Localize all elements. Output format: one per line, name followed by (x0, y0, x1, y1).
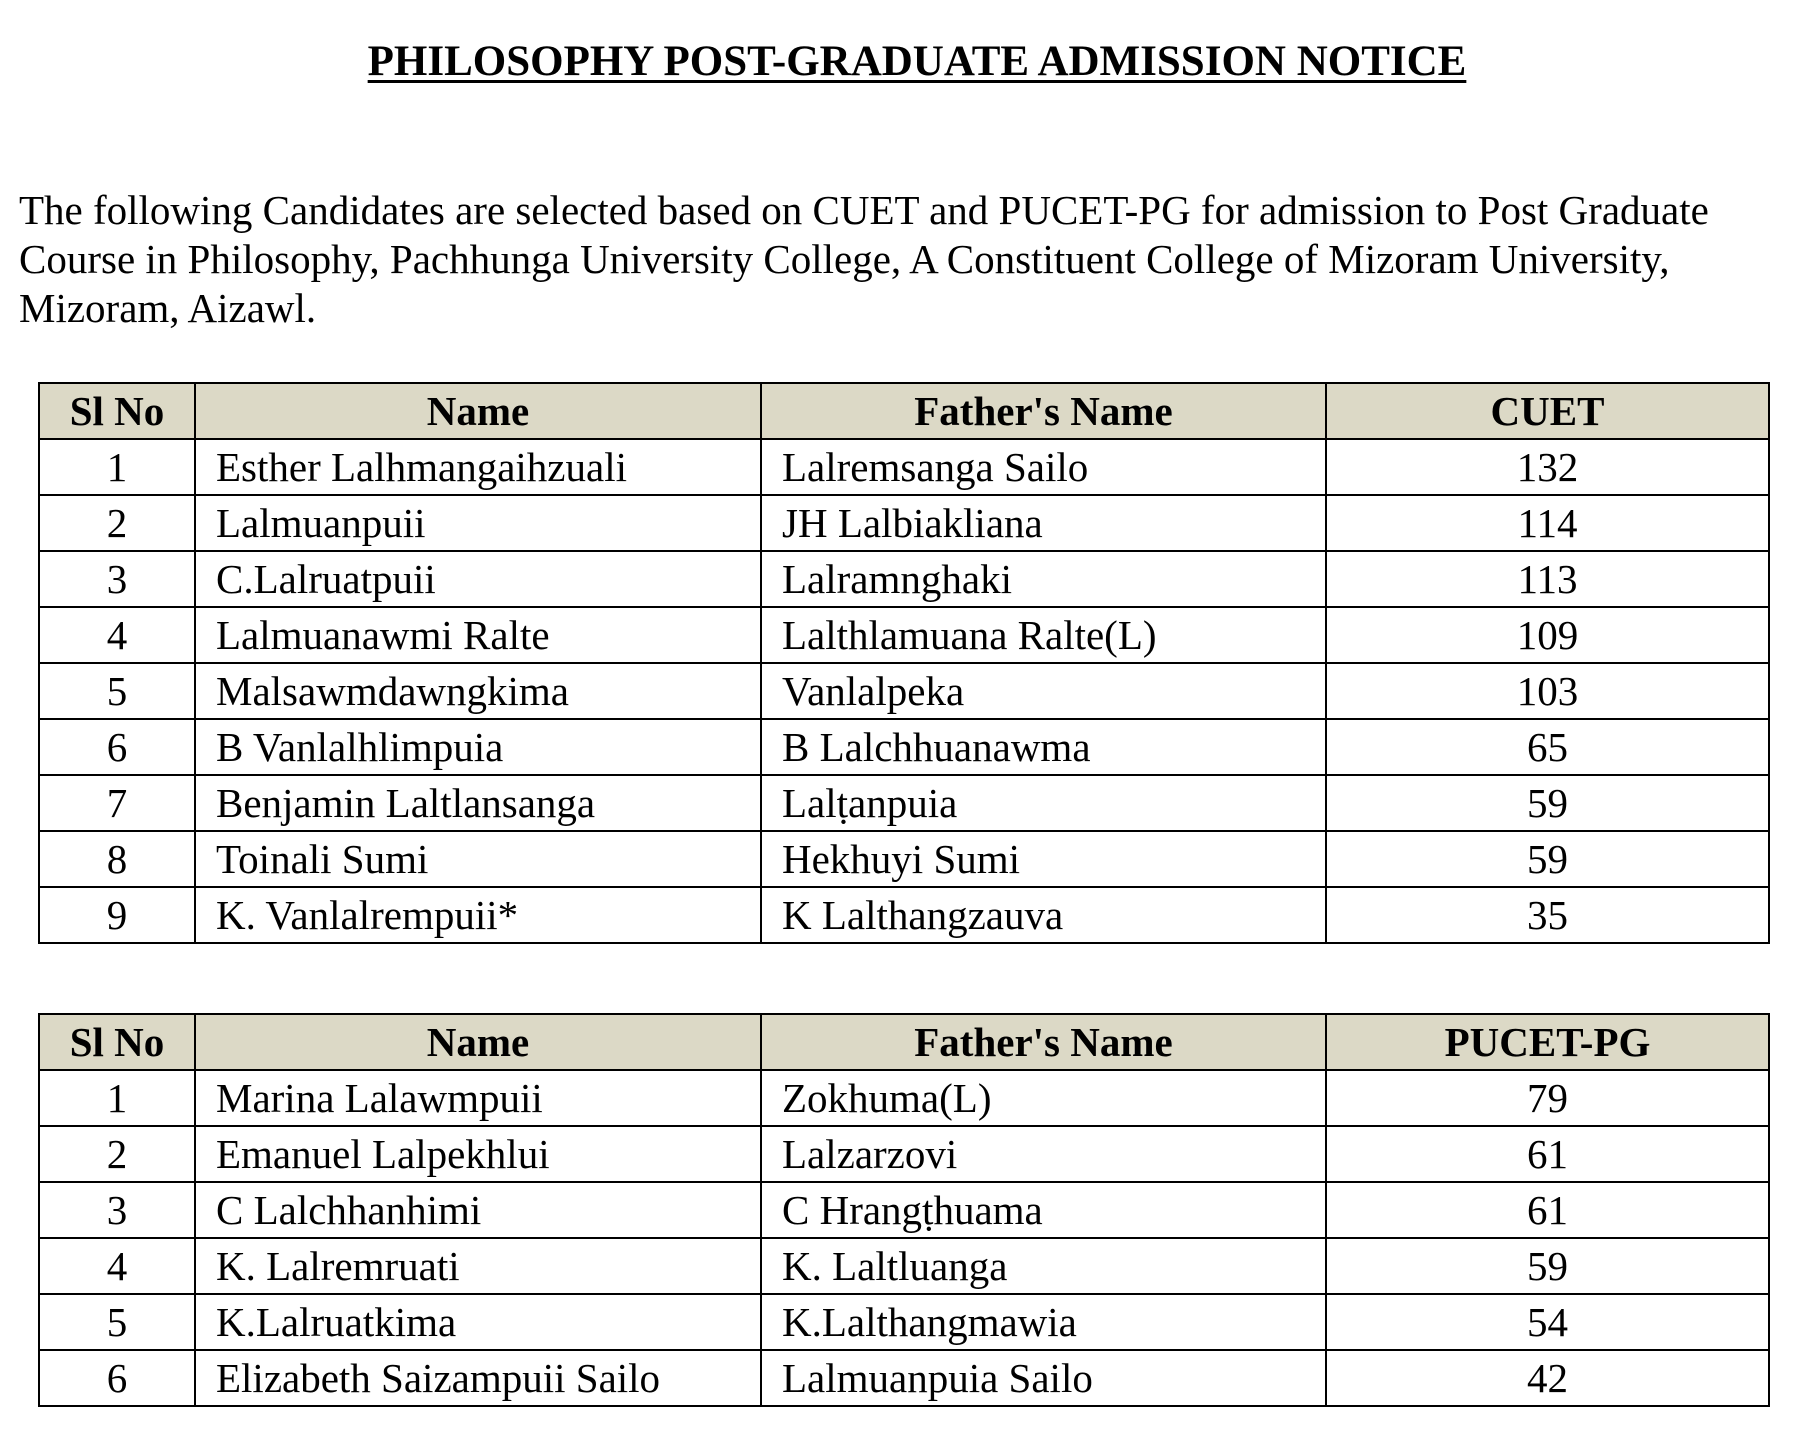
sl-no-cell: 6 (39, 719, 195, 775)
table-header-row (39, 383, 1769, 439)
name-cell: Emanuel Lalpekhlui (195, 1126, 761, 1182)
fathers-name-cell: Vanlalpeka (761, 663, 1326, 719)
sl-no-cell: 9 (39, 887, 195, 943)
fathers-name-cell: C Hrangṭhuama (761, 1182, 1326, 1238)
score-cell: 79 (1326, 1070, 1769, 1126)
sl-no-cell: 6 (39, 1350, 195, 1406)
header-score: CUET (1326, 383, 1769, 439)
name-cell: K. Lalremruati (195, 1238, 761, 1294)
name-cell: Marina Lalawmpuii (195, 1070, 761, 1126)
table-row (39, 775, 1769, 831)
sl-no-cell: 2 (39, 1126, 195, 1182)
sl-no-cell: 2 (39, 495, 195, 551)
table-row (39, 831, 1769, 887)
sl-no-cell: 3 (39, 551, 195, 607)
table-row (39, 1070, 1769, 1126)
header-name: Name (195, 1014, 761, 1070)
fathers-name-cell: K Lalthangzauva (761, 887, 1326, 943)
table-row (39, 551, 1769, 607)
fathers-name-cell: Lalṭanpuia (761, 775, 1326, 831)
score-cell: 114 (1326, 495, 1769, 551)
header-name: Name (195, 383, 761, 439)
sl-no-cell: 3 (39, 1182, 195, 1238)
name-cell: B Vanlalhlimpuia (195, 719, 761, 775)
sl-no-cell: 8 (39, 831, 195, 887)
score-cell: 54 (1326, 1294, 1769, 1350)
score-cell: 103 (1326, 663, 1769, 719)
fathers-name-cell: Hekhuyi Sumi (761, 831, 1326, 887)
name-cell: C.Lalruatpuii (195, 551, 761, 607)
score-cell: 132 (1326, 439, 1769, 495)
header-sl-no: Sl No (39, 383, 195, 439)
name-cell: K.Lalruatkima (195, 1294, 761, 1350)
header-score: PUCET-PG (1326, 1014, 1769, 1070)
sl-no-cell: 1 (39, 439, 195, 495)
score-cell: 59 (1326, 831, 1769, 887)
sl-no-cell: 5 (39, 1294, 195, 1350)
score-cell: 35 (1326, 887, 1769, 943)
name-cell: Elizabeth Saizampuii Sailo (195, 1350, 761, 1406)
score-cell: 61 (1326, 1126, 1769, 1182)
cuet-selection-table (38, 382, 1770, 944)
sl-no-cell: 4 (39, 607, 195, 663)
name-cell: C Lalchhanhimi (195, 1182, 761, 1238)
table-body (39, 1070, 1769, 1406)
score-cell: 59 (1326, 775, 1769, 831)
table-row (39, 1238, 1769, 1294)
score-cell: 59 (1326, 1238, 1769, 1294)
name-cell: Esther Lalhmangaihzuali (195, 439, 761, 495)
fathers-name-cell: K. Laltluanga (761, 1238, 1326, 1294)
sl-no-cell: 5 (39, 663, 195, 719)
table-row (39, 439, 1769, 495)
header-sl-no: Sl No (39, 1014, 195, 1070)
fathers-name-cell: Lalremsanga Sailo (761, 439, 1326, 495)
score-cell: 113 (1326, 551, 1769, 607)
fathers-name-cell: Zokhuma(L) (761, 1070, 1326, 1126)
header-fathers-name: Father's Name (761, 1014, 1326, 1070)
name-cell: Lalmuanpuii (195, 495, 761, 551)
score-cell: 65 (1326, 719, 1769, 775)
table-row (39, 607, 1769, 663)
table-row (39, 663, 1769, 719)
score-cell: 109 (1326, 607, 1769, 663)
table-row (39, 887, 1769, 943)
score-cell: 42 (1326, 1350, 1769, 1406)
fathers-name-cell: Lalramnghaki (761, 551, 1326, 607)
table-row (39, 1350, 1769, 1406)
name-cell: K. Vanlalrempuii* (195, 887, 761, 943)
table-body (39, 439, 1769, 943)
table-row (39, 1126, 1769, 1182)
score-cell: 61 (1326, 1182, 1769, 1238)
sl-no-cell: 7 (39, 775, 195, 831)
fathers-name-cell: Lalmuanpuia Sailo (761, 1350, 1326, 1406)
sl-no-cell: 4 (39, 1238, 195, 1294)
name-cell: Malsawmdawngkima (195, 663, 761, 719)
name-cell: Lalmuanawmi Ralte (195, 607, 761, 663)
fathers-name-cell: JH Lalbiakliana (761, 495, 1326, 551)
notice-intro: The following Candidates are selected based on CUET and PUCET-PG for admission to Post Graduate Course in Philosophy, Pachhunga University College, A Constituent College of Mizoram University, Mizoram, Aizawl. (19, 187, 1709, 331)
table-row (39, 1182, 1769, 1238)
name-cell: Toinali Sumi (195, 831, 761, 887)
table-row (39, 1294, 1769, 1350)
fathers-name-cell: Lalthlamuana Ralte(L) (761, 607, 1326, 663)
fathers-name-cell: K.Lalthangmawia (761, 1294, 1326, 1350)
fathers-name-cell: Lalzarzovi (761, 1126, 1326, 1182)
table-row (39, 719, 1769, 775)
notice-title: PHILOSOPHY POST-GRADUATE ADMISSION NOTICE (367, 38, 1467, 85)
table-header-row (39, 1014, 1769, 1070)
pucet-pg-selection-table (38, 1013, 1770, 1407)
table-row (39, 495, 1769, 551)
header-fathers-name: Father's Name (761, 383, 1326, 439)
fathers-name-cell: B Lalchhuanawma (761, 719, 1326, 775)
sl-no-cell: 1 (39, 1070, 195, 1126)
name-cell: Benjamin Laltlansanga (195, 775, 761, 831)
